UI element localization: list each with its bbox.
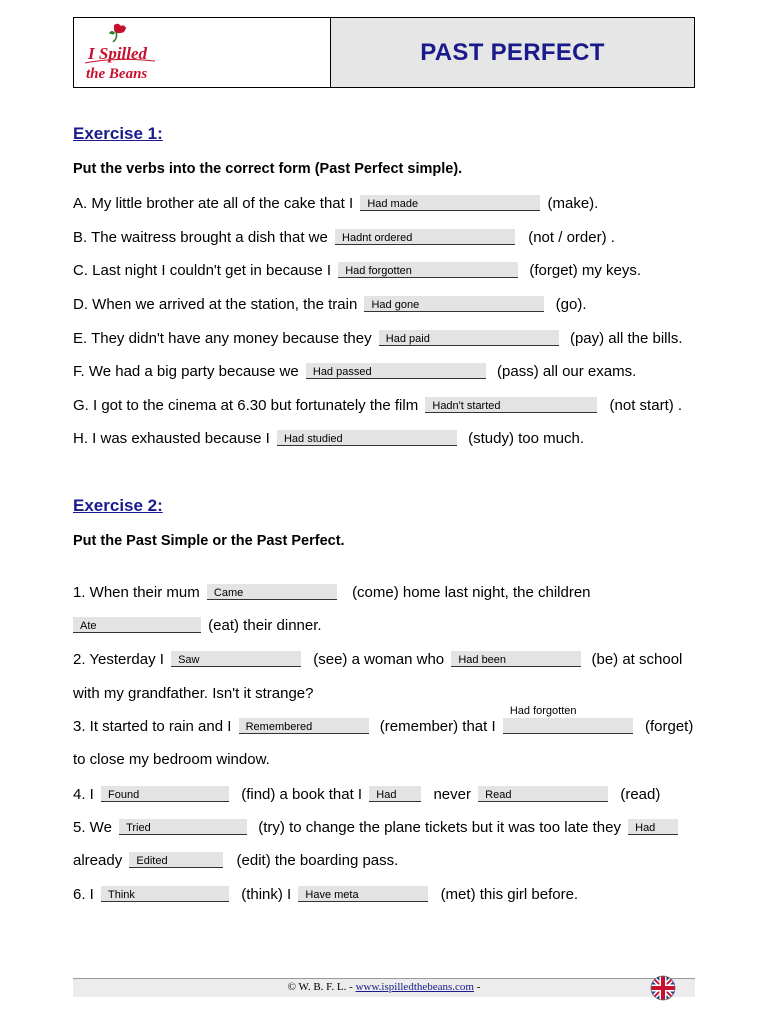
item-text: (remember) that I	[379, 718, 496, 735]
item-hint: (make).	[547, 195, 599, 212]
item-text: to close my bedroom window.	[73, 751, 270, 768]
answer-field[interactable]	[338, 262, 518, 278]
ex1-item-c	[73, 262, 641, 280]
item-hint: (not / order) .	[528, 229, 615, 246]
item-text: never	[433, 786, 471, 803]
answer-field[interactable]	[101, 786, 229, 802]
item-text: 4. I	[73, 786, 94, 803]
exercise-1-title: Exercise 1:	[73, 124, 163, 143]
ex1-item-h	[73, 430, 584, 448]
answer-field[interactable]	[73, 617, 201, 633]
spilled-the-beans-logo	[80, 21, 170, 85]
answer-value: Had gone	[371, 299, 420, 311]
answer-field[interactable]	[503, 705, 633, 734]
answer-field[interactable]	[101, 886, 229, 902]
item-text: 2. Yesterday I	[73, 651, 164, 668]
exercise-2-instruction: Put the Past Simple or the Past Perfect.	[73, 533, 345, 549]
ex1-item-b	[73, 229, 615, 247]
answer-value: Remembered	[245, 721, 313, 733]
answer-field[interactable]	[298, 886, 428, 902]
footer-text	[73, 981, 695, 993]
item-text: B. The waitress brought a dish that we	[73, 229, 328, 246]
ex2-line-7	[73, 786, 660, 804]
ex1-item-a	[73, 195, 598, 213]
item-text: (eat) their dinner.	[208, 617, 322, 634]
footer-suffix: -	[474, 981, 481, 993]
answer-value: Found	[108, 789, 140, 801]
title-cell	[331, 18, 694, 87]
item-text: (met) this girl before.	[440, 886, 579, 903]
item-text: already	[73, 852, 123, 869]
item-text: D. When we arrived at the station, the train	[73, 296, 358, 313]
item-text: E. They didn't have any money because they	[73, 330, 372, 347]
answer-value: Saw	[178, 654, 200, 666]
header-box	[73, 17, 695, 88]
item-text: 1. When their mum	[73, 584, 200, 601]
uk-flag-icon	[650, 975, 676, 1001]
item-hint: (study) too much.	[468, 430, 585, 447]
answer-value: Tried	[126, 822, 151, 834]
item-text: (be) at school	[591, 651, 683, 668]
answer-value: Came	[213, 587, 244, 599]
answer-value: Had made	[367, 198, 419, 210]
item-text: 6. I	[73, 886, 94, 903]
answer-value: Read	[485, 789, 512, 801]
ex2-line-9	[73, 852, 398, 870]
item-hint: (pay) all the bills.	[569, 330, 683, 347]
answer-field[interactable]	[369, 786, 421, 802]
item-hint: (pass) all our exams.	[497, 363, 637, 380]
answer-value: Hadnt ordered	[342, 232, 413, 244]
answer-value: Had forgotten	[509, 705, 577, 717]
answer-value: Had studied	[283, 433, 343, 445]
item-text: 3. It started to rain and I	[73, 718, 232, 735]
answer-field[interactable]	[451, 651, 581, 667]
answer-value: Had paid	[385, 333, 430, 345]
item-text: (edit) the boarding pass.	[236, 852, 399, 869]
ex2-line-5	[73, 705, 694, 736]
item-text: (try) to change the plane tickets but it was too late they	[258, 819, 621, 836]
item-text: F. We had a big party because we	[73, 363, 299, 380]
ex2-line-4	[73, 685, 313, 703]
ex2-line-3	[73, 651, 682, 669]
answer-field[interactable]	[628, 819, 678, 835]
exercise-1-instruction: Put the verbs into the correct form (Past Perfect simple).	[73, 161, 463, 177]
answer-field[interactable]	[119, 819, 247, 835]
answer-value: Ate	[80, 620, 97, 632]
item-hint: (go).	[555, 296, 587, 313]
item-text: (think) I	[241, 886, 292, 903]
item-text: H. I was exhausted because I	[73, 430, 270, 447]
ex2-line-10	[73, 886, 578, 904]
answer-field[interactable]	[425, 397, 597, 413]
item-hint: (forget) my keys.	[529, 262, 642, 279]
ex2-line-1	[73, 584, 591, 602]
answer-field[interactable]	[364, 296, 544, 312]
answer-value: Have meta	[305, 889, 359, 901]
logo-cell	[74, 18, 331, 87]
answer-field[interactable]	[478, 786, 608, 802]
answer-value: Think	[108, 889, 135, 901]
ex2-line-2	[73, 617, 322, 635]
ex1-item-f	[73, 363, 636, 381]
ex2-line-8	[73, 819, 681, 837]
page-title: PAST PERFECT	[420, 38, 605, 66]
answer-field[interactable]	[360, 195, 540, 211]
item-text: (forget)	[645, 718, 694, 735]
item-text: (find) a book that I	[241, 786, 363, 803]
footer-link[interactable]: www.ispilledthebeans.com	[355, 981, 474, 993]
answer-value: Had passed	[312, 366, 372, 378]
answer-value: Hadn't started	[432, 400, 501, 412]
answer-value: Had	[635, 822, 656, 834]
item-text: (come) home last night, the children	[352, 584, 591, 601]
footer-copyright: © W. B. F. L. -	[287, 981, 356, 993]
item-text: A. My little brother ate all of the cake that I	[73, 195, 354, 212]
item-text: with my grandfather. Isn't it strange?	[73, 685, 314, 702]
item-hint: (not start) .	[609, 397, 683, 414]
ex1-item-e	[73, 330, 683, 348]
answer-value: Had forgotten	[345, 265, 412, 277]
item-text: (see) a woman who	[313, 651, 445, 668]
ex2-line-6	[73, 751, 270, 769]
answer-field[interactable]	[129, 852, 223, 868]
item-text: (read)	[620, 786, 661, 803]
answer-field[interactable]	[239, 718, 369, 734]
answer-field[interactable]	[207, 584, 337, 600]
svg-text:the Beans: the Beans	[86, 66, 148, 82]
answer-field[interactable]	[379, 330, 559, 346]
footer-bar	[73, 978, 695, 997]
item-text: 5. We	[73, 819, 112, 836]
answer-value: Had	[376, 789, 397, 801]
ex1-item-d	[73, 296, 587, 314]
ex1-item-g	[73, 397, 682, 415]
item-text: C. Last night I couldn't get in because I	[73, 262, 332, 279]
exercise-2-title: Exercise 2:	[73, 496, 163, 515]
answer-field[interactable]	[306, 363, 486, 379]
answer-field[interactable]	[277, 430, 457, 446]
answer-value: Had been	[458, 654, 507, 666]
answer-value: Edited	[136, 855, 168, 867]
item-text: G. I got to the cinema at 6.30 but fortunately the film	[73, 397, 419, 414]
answer-field[interactable]	[171, 651, 301, 667]
answer-field[interactable]	[335, 229, 515, 245]
svg-text:I Spilled: I Spilled	[88, 44, 148, 63]
